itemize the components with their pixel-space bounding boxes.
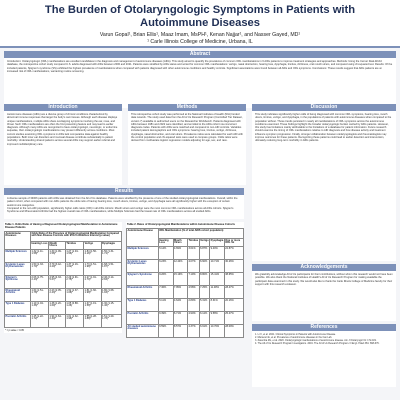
results-tables [4,222,244,394]
table-2-caption: Table 2. Rates of Otolaryngological Manifestations within Autoimmune Disease Cohorts [127,223,235,226]
table-cell: 6.87% [199,247,209,260]
table-cell: 5.14% [158,247,173,260]
table-cell: 28.09% [224,325,243,338]
table-cell: 1.52 (1.37-1.68)* [65,289,83,302]
table-row [127,299,244,312]
table-cell: 5.11% [158,299,173,312]
table-1-column-header: Hearing Loss [31,242,49,250]
poster-header [0,0,400,48]
table-cell: 9.58% [210,312,225,325]
table-row [127,286,244,299]
table-1-footnote: * = p-value < 0.05 [5,329,24,332]
reference-item: 4. The All of Us Research Program Investigators. 2019. The All of Us Research Program. N Engl J Med 381: 668-676. [255,342,380,346]
table-row [5,302,122,315]
table-1-corner: Autoimmune Diseases [5,232,31,250]
table-row [5,315,122,328]
table-cell: 20.16% [224,299,243,312]
table-cell: 1.30 (1.09-1.56)* [49,250,66,263]
table-cell: 38.65% [224,273,243,286]
introduction-section [4,104,122,185]
table-cell: 7.25% [199,286,209,299]
row-label: Systemic Lupus Erythematosus [5,263,31,276]
table-cell: 8.31% [210,299,225,312]
table-cell: 28.47% [224,286,243,299]
table-cell: 10.76% [210,325,225,338]
results-bullet: A diverse sample of 33006 patients with AIDs was obtained from the All of Us database. Patients were stratified by the presence of one of the studied otolaryngological manifestations. Overall, within the patient cohort, when compared with non-AIDs patients the odds ratio of having hearing loss, mouth ulcers, tinnitus, vertigo, and dysphagia were all significantly higher with the exception of certain autoimmune categories. [7,197,238,207]
table-cell: 10.71% [210,260,225,273]
table-cell: 9.26% [158,273,173,286]
table-cell: 1.84 (1.56-2.16)* [84,250,101,263]
table-2-column-header: One or more ORL Sx [224,239,243,247]
table-1-grid [4,231,122,328]
table-cell: 1.55 (1.28-1.88)* [84,315,101,328]
row-label: Type 1 Diabetes [5,302,31,315]
table-row [5,250,122,263]
table-cell: 6.12% [199,312,209,325]
table-row [127,325,244,338]
table-cell: 1.81 (1.66-1.98)* [84,289,101,302]
table-cell: 4.95 (4.33-5.67)* [49,276,66,289]
row-label: Rheumatoid Arthritis [127,286,159,299]
table-cell: 2.27 (1.91-2.70)* [84,276,101,289]
table-cell: 1.05 (0.88-1.26) [65,302,83,315]
table-cell: 6.59% [158,325,173,338]
table-cell: 6.39% [158,312,173,325]
table-cell: 1.37 (1.16-1.62)* [65,263,83,276]
table-row [5,276,122,289]
table-cell: 5.31% [199,299,209,312]
table-cell: 8.57% [173,325,187,338]
introduction-heading: Introduction [4,104,122,111]
table-2-column-header: Mouth Ulcers [173,239,187,247]
methods-section [128,104,246,185]
row-label: Type 1 Diabetes [127,299,159,312]
methods-text: This retrospective cohort study was performed at the National Institutes of Health (NIH) funded data network. The study used data from the All of Us Research Program (Controlled Tier Dataset, version 7) available to authorized users on the Researcher Workbench. Patients diagnosed with AIDs between 1981 and 2022 were identified, and enrolled to the AIDs cohort via concurrent diagnosis codes. Patients with AIDs were matched and compared to non-AID controls. Variables included patient demographics and ORL symptoms: hearing loss, tinnitus, vertigo, dizziness, dysphagia, nasal obstruction, and oral ulcers. Prevalence ratios were calculated for each AID with the control population and chi-squared tests were used to compare groups. Odds ratios were derived from multivariate logistic regression models adjusting for age, sex, and race. [128,111,246,185]
table-cell: 1.27 (1.04-1.56)* [65,250,83,263]
table-cell: 1.45 (1.22-1.72)* [31,315,49,328]
table-row [127,260,244,273]
discussion-section [252,104,396,387]
poster-title: The Burden of Otolaryngologic Symptoms in Patients with Autoimmune Diseases [44,4,356,29]
table-cell: 1.80 (1.68-1.93)* [101,289,121,302]
table-1-group-header: Odds Ratio of the Presence of Otolaryngological Manifestation Compared with Non-Disease Controls with 95% Confidence Interval (p-value) [31,232,122,242]
table-row [127,247,244,260]
table-2-group-header: ORL Manifestation (% of total AIDS cohort population) [158,229,243,239]
table-2 [126,222,244,338]
row-label: Psoriatic Arthritis [127,312,159,325]
table-cell: 4.64% [173,299,187,312]
abstract-text: Introduction: Otolaryngologic (ORL) manifestations are excellent candidates in the diagnosis and management of autoimmune diseases (AIDs). This study aimed to quantify the prevalence of common ORL manifestations in 6 AIDs patients to improve treatment strategies and approaches. Methods: Using the Cerner Real-World database, the retrospective cohort study compared U.S. adults diagnosed with AIDs between 2000 and 2021. Patients were stratified by AIDs status and sorted for common ORL manifestations: vertigo, nasal obstruction, hearing loss, dysphagia, tinnitus, dizziness, oral mouth ulcers, and compared using chi-squared test. Results: Of the included patients, Sjögren's syndrome (SS) exhibited the highest prevalence of manifestations when compared with patients diagnosed with other autoimmune conditions and healthy controls. Significant associations were found between all AIDs and ORL symptoms. Conclusions: These results suggest that AIDs patients are at increased risk of ORL manifestations, warranting routine screening. [4,58,396,108]
references-list [252,331,396,387]
table-1-caption: Table 1. Odds Ratio of Having a Diagnosed Otolaryngological Manifestation in Autoimmune Disease Patients [5,223,118,229]
row-label: Rheumatoid Arthritis [5,289,31,302]
table-1-column-header: Mouth Ulcers [49,242,66,250]
table-cell: 6.60% [199,260,209,273]
row-label: Psoriatic Arthritis [5,315,31,328]
table-row [5,263,122,276]
table-1-column-header: Vertigo [84,242,101,250]
row-label: Sjögren's Syndrome [5,276,31,289]
row-label: All studied autoimmune diseases [127,325,159,338]
table-cell: 1.50 (1.33-1.70)* [31,263,49,276]
row-label: Multiple Sclerosis [127,247,159,260]
table-cell: 4.07% [187,260,199,273]
affiliation: ¹ Carle Illinois College of Medicine, Urbana, IL [147,39,253,45]
table-cell: 1.38 (1.20-1.60)* [49,302,66,315]
row-label: Systemic Lupus Erythematosus [127,260,159,273]
table-cell: 2.23 (2.05-2.43)* [49,289,66,302]
table-cell: 1.61 (1.32-1.96)* [65,315,83,328]
discussion-heading: Discussion [252,104,396,111]
reference-item: 1. Li X, et al. 2021. Clinical Symptoms in Patients with Autoimmune Disease. [255,333,336,336]
results-text [4,195,244,219]
table-cell: 1.32 (1.11-1.58)* [31,250,49,263]
table-cell: 2.46 (2.14-2.83)* [101,276,121,289]
table-row [127,273,244,286]
row-label: Multiple Sclerosis [5,250,31,263]
table-cell: 15.19% [173,273,187,286]
reference-item: 2. Mansouri E, et al. Prevalence of autoimmune diseases in the Iran Lab. [255,336,333,340]
table-1-column-header: Tinnitus [65,242,83,250]
table-cell: 3.79 (3.42-4.20)* [49,263,66,276]
table-cell: 12.44% [173,260,187,273]
table-cell: 1.68 (1.51-1.87)* [101,263,121,276]
table-cell: 6.23% [158,260,173,273]
table-2-column-header: Vertigo [199,239,209,247]
table-cell: 4.69% [173,247,187,260]
table-cell: 2.89% [187,299,199,312]
abstract-heading: Abstract [4,51,396,58]
table-cell: 11.08% [210,286,225,299]
references-heading: References [252,324,396,331]
table-cell: 15.41% [210,273,225,286]
table-cell: 22.87% [224,247,243,260]
row-label: Sjögren's Syndrome [127,273,159,286]
table-2-corner: Autoimmune Disease [127,229,159,247]
acknowledgements-heading: Acknowledgements [252,264,396,271]
table-row [5,289,122,302]
abstract-section [4,51,396,108]
results-heading: Results [4,188,244,195]
table-cell: 30.26% [224,260,243,273]
discussion-text: This study indicates significantly higher odds of being diagnosed with common ORL symptoms, hearing loss, mouth ulcers, tinnitus, vertigo, and dysphagia, in the populations of patients with autoimmune diseases when compared to the population without. Those trends persisted in nearly all manifestations of ORL symptoms across the autoimmune conditions examined. These findings highlight the broader otolaryngologic burden carried by AIDs patients. However, this study has limitations mainly attributable to the limitations of a database for patient information. Future research should examine the timing of ORL manifestations relative to AID diagnosis and how disease activity and treatment influence symptom progression. Finally, stronger collaboration between otolaryngologists and rheumatologists may improve outcomes for these patients. Recognizing these patterns could lead to earlier detection and intervention, ultimately reducing long-term morbidity in AIDs patients. [252,111,396,261]
table-cell: 3.61% [187,247,199,260]
table-cell: 4.90% [187,312,199,325]
table-cell: 1.19 (1.04-1.36)* [31,302,49,315]
table-2-column-header: Dysphagia [210,239,225,247]
table-cell: 4.58% [187,286,199,299]
table-cell: 4.37% [187,325,199,338]
reference-item: 3. Zaremba ML, et al. 2020. Otolaryngologic manifestations of autoimmune disease. Am J Otolaryngol 31: 172-181. [255,339,377,343]
table-cell: 6.91% [199,325,209,338]
results-section [4,188,244,219]
table-cell: 8.80% [199,273,209,286]
acknowledgements-text: We gratefully acknowledge All of Us participants for their contributions, without whom this research would not have been possible. We also thank the National Institutes of Health's All of Us Research Program for making available the participant data examined in this study. We would also like to thank the Carle Illinois College of Medicine faculty for their support with this research endeavor. [252,271,396,321]
table-cell: 9.40% [210,247,225,260]
table-cell: 25.47% [224,312,243,325]
table-cell: 7.95% [173,286,187,299]
author-list: Varun Gopal¹, Brian Ellis¹, Maaz Imam, MsPH¹, Kenan Najjar¹, and Nasser Gayed, MD¹ [99,32,301,38]
table-cell: 2.29 (1.91-2.75)* [65,276,83,289]
table-cell: 1.94 (1.64-2.30)* [49,315,66,328]
table-cell: 6.71% [173,312,187,325]
table-cell: 1.73 (1.51-1.98)* [84,263,101,276]
table-cell: 1.51 (1.29-1.76)* [101,315,121,328]
table-cell: 1.30 (1.15-1.46)* [101,302,121,315]
results-bullet: Compared to the non-AID population, significantly higher odds ratios (OR) in all AIDs cohorts: Mouth ulcers and vertigo were the most common ORL manifestations across all AIDs cohorts. Sjögren's Syndrome and Rheumatoid Arthritis had the highest overall rate of ORL manifestations, while Multiple Sclerosis had the lowest rate of ORL manifestations across all studied AIDs. [7,206,234,214]
table-cell: 1.37 (1.19-1.58)* [84,302,101,315]
introduction-text: Autoimmune diseases (AIDs) are a diverse group of chronic conditions characterized by abnormal immune responses that target the body's own tissues. Although each disease displays unique manifestations, multiple AIDs share overlapping symptoms involving the ear, nose, and throat. Such ORL manifestations are often the first presenting feature and may lead to earlier diagnosis. Although many AIDs are recognized to have otolaryngologic, neurologic, or endocrine sequelae, their otolaryngologic manifestations may present differently across conditions. Most current studies examining ORL symptoms in AIDs lack comparative data against healthy populations. Both inner ear disorders and mucosal disease contribute substantially to patient morbidity. Understanding shared patterns across several AIDs may support earlier referral and improved multidisciplinary care. [4,111,122,185]
table-row [127,312,244,325]
table-2-column-header: Hearing Loss [158,239,173,247]
methods-heading: Methods [128,104,246,111]
table-cell: 1.50 (1.31-1.72)* [101,250,121,263]
table-cell: 7.36% [158,286,173,299]
table-cell: 7.19% [187,273,199,286]
table-2-column-header: Tinnitus [187,239,199,247]
table-1 [4,222,122,333]
table-cell: 1.64 (1.51-1.78)* [31,289,49,302]
table-1-column-header: Dysphagia [101,242,121,250]
table-cell: 2.06 (1.75-2.43)* [31,276,49,289]
table-2-grid [126,228,244,338]
